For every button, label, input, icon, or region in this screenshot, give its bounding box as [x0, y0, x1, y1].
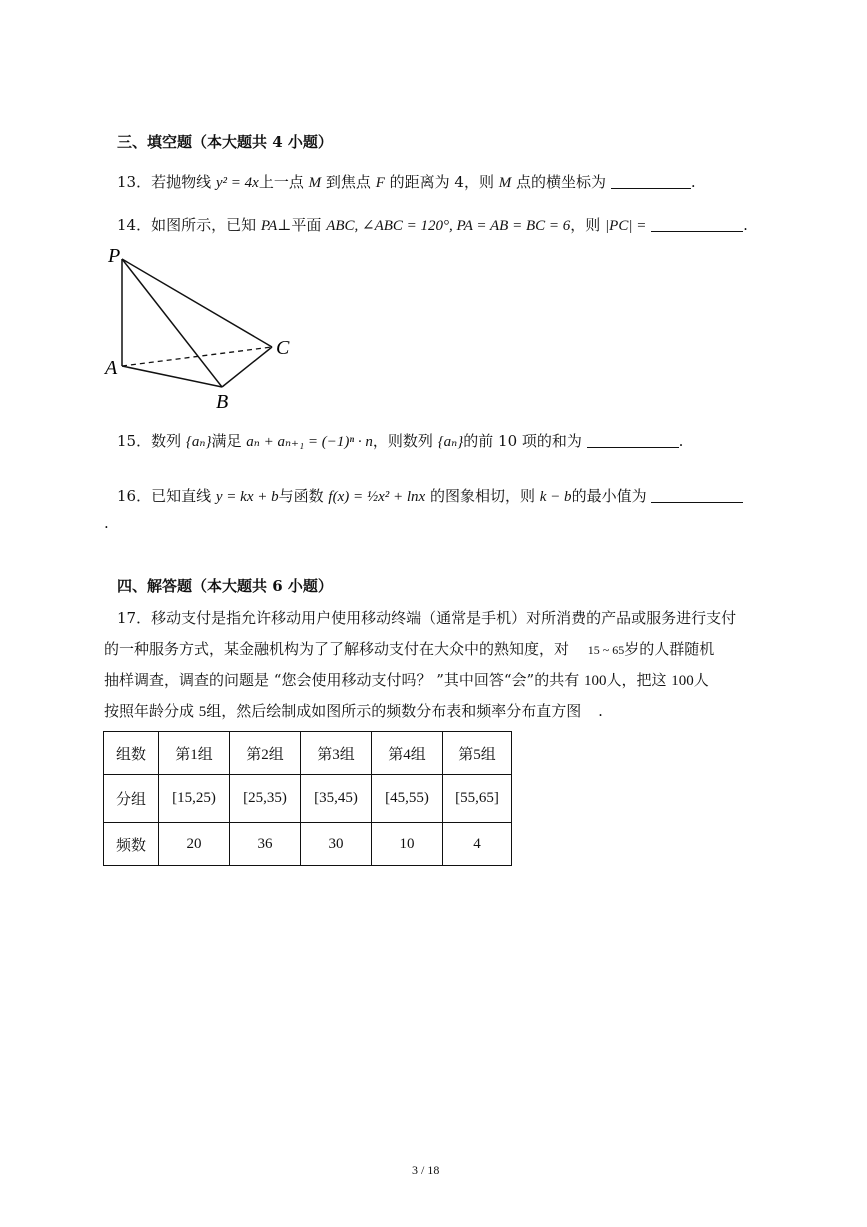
question-13 [117, 171, 696, 192]
q13-text-1: 若抛物线 [151, 173, 212, 191]
q13-focus-f: F [375, 175, 385, 191]
table-row-frequencies [104, 823, 512, 866]
q17-count-2: 100 [671, 673, 694, 689]
q15-text-1: 数列 [151, 432, 182, 450]
edge-ac-hidden [122, 347, 272, 366]
group-name-3: 第3组 [301, 732, 372, 775]
frequency-table [103, 731, 512, 866]
q14-text-2: ，则 [570, 216, 601, 234]
q14-perp: ⊥平面 [277, 216, 322, 234]
q15-text-3: ，则数列 [372, 432, 433, 450]
q17-line-1: 17．移动支付是指允许移动用户使用移动终端（通常是手机）对所消费的产品或服务进行支付 [117, 609, 737, 627]
q17-group-count: 5 [198, 704, 207, 720]
q15-text-4: 的前 10 项的和为 [463, 432, 582, 450]
question-16 [117, 485, 743, 506]
edge-pb [122, 259, 222, 387]
frequency-2: 36 [230, 823, 301, 866]
row-label-frequencies: 频数 [104, 823, 159, 866]
tetrahedron-figure [100, 240, 300, 415]
question-15 [117, 430, 683, 451]
q13-point-m: M [308, 175, 322, 191]
q15-number: 15． [117, 432, 152, 450]
q17-line-3b: 人，把这 [606, 671, 667, 689]
q13-text-3: 到焦点 [325, 173, 371, 191]
section-4-title: 四、解答题（本大题共 6 小题） [117, 577, 333, 595]
q15-sequence-2: {aₙ} [437, 434, 464, 450]
label-b: B [216, 391, 229, 413]
edge-ab [122, 366, 222, 387]
q15-sequence: {aₙ} [185, 434, 212, 450]
q17-line-2 [104, 638, 714, 659]
q16-text-3: 的图象相切，则 [429, 487, 535, 505]
q14-pc-magnitude: |PC| = [605, 218, 647, 234]
q15-answer-blank[interactable] [587, 431, 679, 448]
q17-line-2b: 岁的人群随机 [624, 640, 715, 658]
interval-4: [45,55) [372, 775, 443, 823]
q17-line-3c: 人 [693, 671, 709, 689]
interval-1: [15,25) [159, 775, 230, 823]
q13-end: . [690, 173, 696, 191]
interval-3: [35,45) [301, 775, 372, 823]
edge-pc [122, 259, 272, 347]
section-3-title: 三、填空题（本大题共 4 小题） [117, 133, 333, 151]
q15-end: . [678, 432, 684, 450]
q14-end: . [743, 216, 748, 234]
frequency-4: 10 [372, 823, 443, 866]
row-label-groups: 组数 [104, 732, 159, 775]
table-row-intervals [104, 775, 512, 823]
label-a: A [105, 357, 118, 379]
interval-2: [25,35) [230, 775, 301, 823]
q17-line-4-end: . [598, 702, 603, 720]
q15-text-2: 满足 [211, 432, 242, 450]
group-name-1: 第1组 [159, 732, 230, 775]
group-name-2: 第2组 [230, 732, 301, 775]
question-14 [117, 214, 748, 235]
group-name-4: 第4组 [372, 732, 443, 775]
q13-point-m-2: M [498, 175, 512, 191]
q14-answer-blank[interactable] [651, 215, 743, 232]
q17-line-2a: 的一种服务方式，某金融机构为了了解移动支付在大众中的熟知度，对 [104, 640, 570, 658]
row-label-intervals: 分组 [104, 775, 159, 823]
q16-text-2: 与函数 [278, 487, 324, 505]
q17-line-3a: 抽样调查，调查的问题是 “您会使用移动支付吗？ ”其中回答“会”的共有 [104, 671, 580, 689]
q13-parabola-equation: y² = 4x [215, 175, 259, 191]
q17-count-1: 100 [584, 673, 607, 689]
q14-conditions: ABC, ∠ABC = 120°, PA = AB = BC = 6 [326, 218, 571, 234]
q13-number: 13． [117, 173, 152, 191]
q15-recurrence: aₙ + aₙ₊₁ = (−1)ⁿ · n [246, 434, 373, 450]
q13-text-5: 点的横坐标为 [516, 173, 607, 191]
table-row-groups [104, 732, 512, 775]
q17-line-4b: 组，然后绘制成如图所示的频数分布表和频率分布直方图 [206, 702, 582, 720]
q16-line-equation: y = kx + b [215, 489, 279, 505]
q14-number: 14． [117, 216, 152, 234]
q17-line-4 [104, 700, 603, 721]
q13-text-4: 的距离为 4，则 [389, 173, 494, 191]
q14-text-1: 如图所示，已知 [151, 216, 257, 234]
q16-answer-blank[interactable] [651, 486, 743, 503]
q16-number: 16． [117, 487, 152, 505]
q17-line-4a: 按照年龄分成 [104, 702, 195, 720]
group-name-5: 第5组 [443, 732, 512, 775]
q13-text-2: 上一点 [258, 173, 304, 191]
q14-pa: PA [260, 218, 278, 234]
page-number: 3 / 18 [412, 1163, 440, 1177]
q16-end: . [104, 514, 109, 532]
q17-age-range: 15 ~ 65 [587, 643, 625, 657]
q16-text-4: 的最小值为 [571, 487, 647, 505]
q16-function: f(x) = ½x² + lnx [328, 489, 426, 505]
label-p: P [108, 245, 121, 267]
frequency-5: 4 [443, 823, 512, 866]
q13-answer-blank[interactable] [611, 172, 691, 189]
q16-text-1: 已知直线 [151, 487, 212, 505]
label-c: C [276, 337, 290, 359]
q16-k-minus-b: k − b [539, 489, 572, 505]
frequency-3: 30 [301, 823, 372, 866]
interval-5: [55,65] [443, 775, 512, 823]
q17-line-3 [104, 669, 709, 690]
frequency-1: 20 [159, 823, 230, 866]
